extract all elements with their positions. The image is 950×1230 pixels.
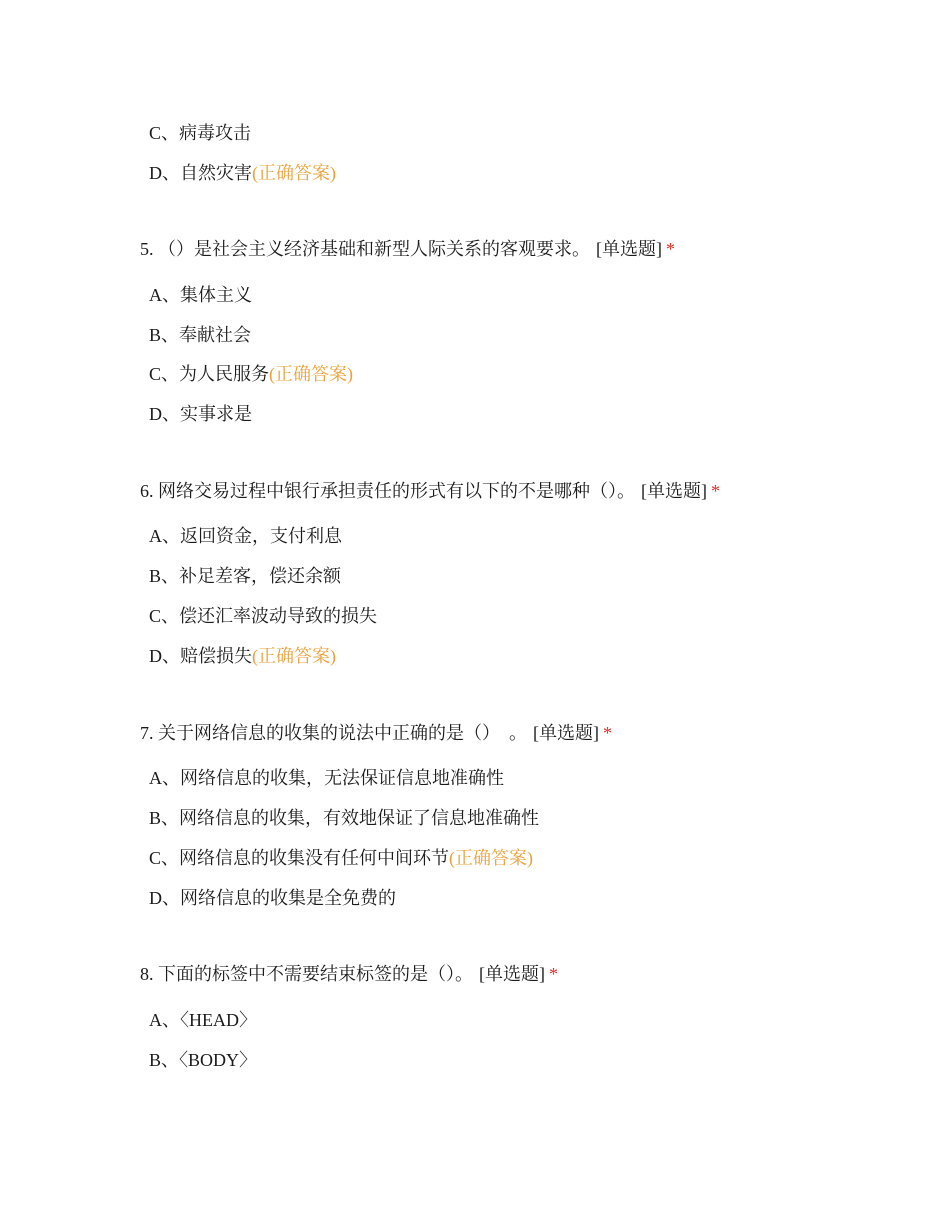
option-letter: C、	[149, 364, 180, 384]
option-letter: B、	[149, 1050, 180, 1070]
option-letter: C、	[149, 848, 180, 868]
question-stem: （）是社会主义经济基础和新型人际关系的客观要求。	[158, 239, 590, 259]
option-text: 网络信息的收集，无法保证信息地准确性	[180, 768, 504, 788]
question-number: 5.	[140, 239, 154, 259]
option-q6-a	[149, 524, 342, 548]
question-type: [单选题]	[641, 481, 707, 501]
question-number: 7.	[140, 723, 154, 743]
option-text: 补足差客，偿还余额	[179, 566, 342, 586]
option-q7-c	[149, 846, 533, 870]
option-letter: D、	[149, 646, 180, 666]
option-text: 为人民服务	[179, 364, 270, 384]
required-marker: *	[711, 481, 720, 501]
question-6-title	[140, 479, 720, 503]
option-text: 实事求是	[180, 404, 252, 424]
required-marker: *	[603, 723, 612, 743]
correct-answer-label: (正确答案)	[252, 163, 336, 183]
option-letter: B、	[149, 808, 180, 828]
required-marker: *	[549, 964, 558, 984]
question-type: [单选题]	[533, 723, 599, 743]
option-q8-b	[149, 1048, 257, 1072]
option-letter: A、	[149, 1010, 180, 1030]
option-q6-c	[149, 604, 377, 628]
option-q4-c	[149, 121, 251, 145]
option-text: 病毒攻击	[179, 123, 252, 143]
option-q7-b	[149, 806, 539, 830]
question-8-title	[140, 962, 558, 986]
question-number: 8.	[140, 964, 154, 984]
option-text: 奉献社会	[179, 325, 252, 345]
option-q6-d	[149, 644, 336, 668]
correct-answer-label: (正确答案)	[269, 364, 354, 384]
option-letter: A、	[149, 526, 180, 546]
option-text: 网络信息的收集是全免费的	[180, 888, 396, 908]
required-marker: *	[666, 239, 675, 259]
option-text: 〈HEAD〉	[180, 1010, 257, 1030]
question-stem: 关于网络信息的收集的说法中正确的是（） 。	[158, 723, 527, 743]
question-type: [单选题]	[479, 964, 545, 984]
option-text: 〈BODY〉	[179, 1050, 258, 1070]
option-q7-d	[149, 886, 396, 910]
option-q4-d	[149, 161, 336, 185]
option-text: 赔偿损失	[180, 646, 252, 666]
option-letter: A、	[149, 768, 180, 788]
question-7-title	[140, 721, 612, 745]
option-letter: A、	[149, 285, 180, 305]
option-letter: B、	[149, 566, 180, 586]
question-type: [单选题]	[596, 239, 662, 259]
question-5-title	[140, 237, 675, 261]
option-text: 集体主义	[180, 285, 252, 305]
question-stem: 下面的标签中不需要结束标签的是（）。	[158, 964, 473, 984]
question-number: 6.	[140, 481, 154, 501]
option-q8-a	[149, 1008, 257, 1032]
option-letter: C、	[149, 123, 180, 143]
correct-answer-label: (正确答案)	[252, 646, 336, 666]
option-letter: B、	[149, 325, 180, 345]
option-q5-b	[149, 323, 251, 347]
option-letter: D、	[149, 163, 180, 183]
option-text: 返回资金，支付利息	[180, 526, 342, 546]
question-stem: 网络交易过程中银行承担责任的形式有以下的不是哪种（）。	[158, 481, 635, 501]
option-letter: D、	[149, 888, 180, 908]
correct-answer-label: (正确答案)	[449, 848, 534, 868]
option-text: 网络信息的收集，有效地保证了信息地准确性	[179, 808, 540, 828]
option-text: 偿还汇率波动导致的损失	[179, 606, 378, 626]
option-letter: D、	[149, 404, 180, 424]
option-q5-d	[149, 402, 252, 426]
option-q5-c	[149, 362, 353, 386]
option-text: 网络信息的收集没有任何中间环节	[179, 848, 450, 868]
option-q5-a	[149, 283, 252, 307]
option-letter: C、	[149, 606, 180, 626]
option-text: 自然灾害	[180, 163, 252, 183]
option-q7-a	[149, 766, 504, 790]
option-q6-b	[149, 564, 341, 588]
